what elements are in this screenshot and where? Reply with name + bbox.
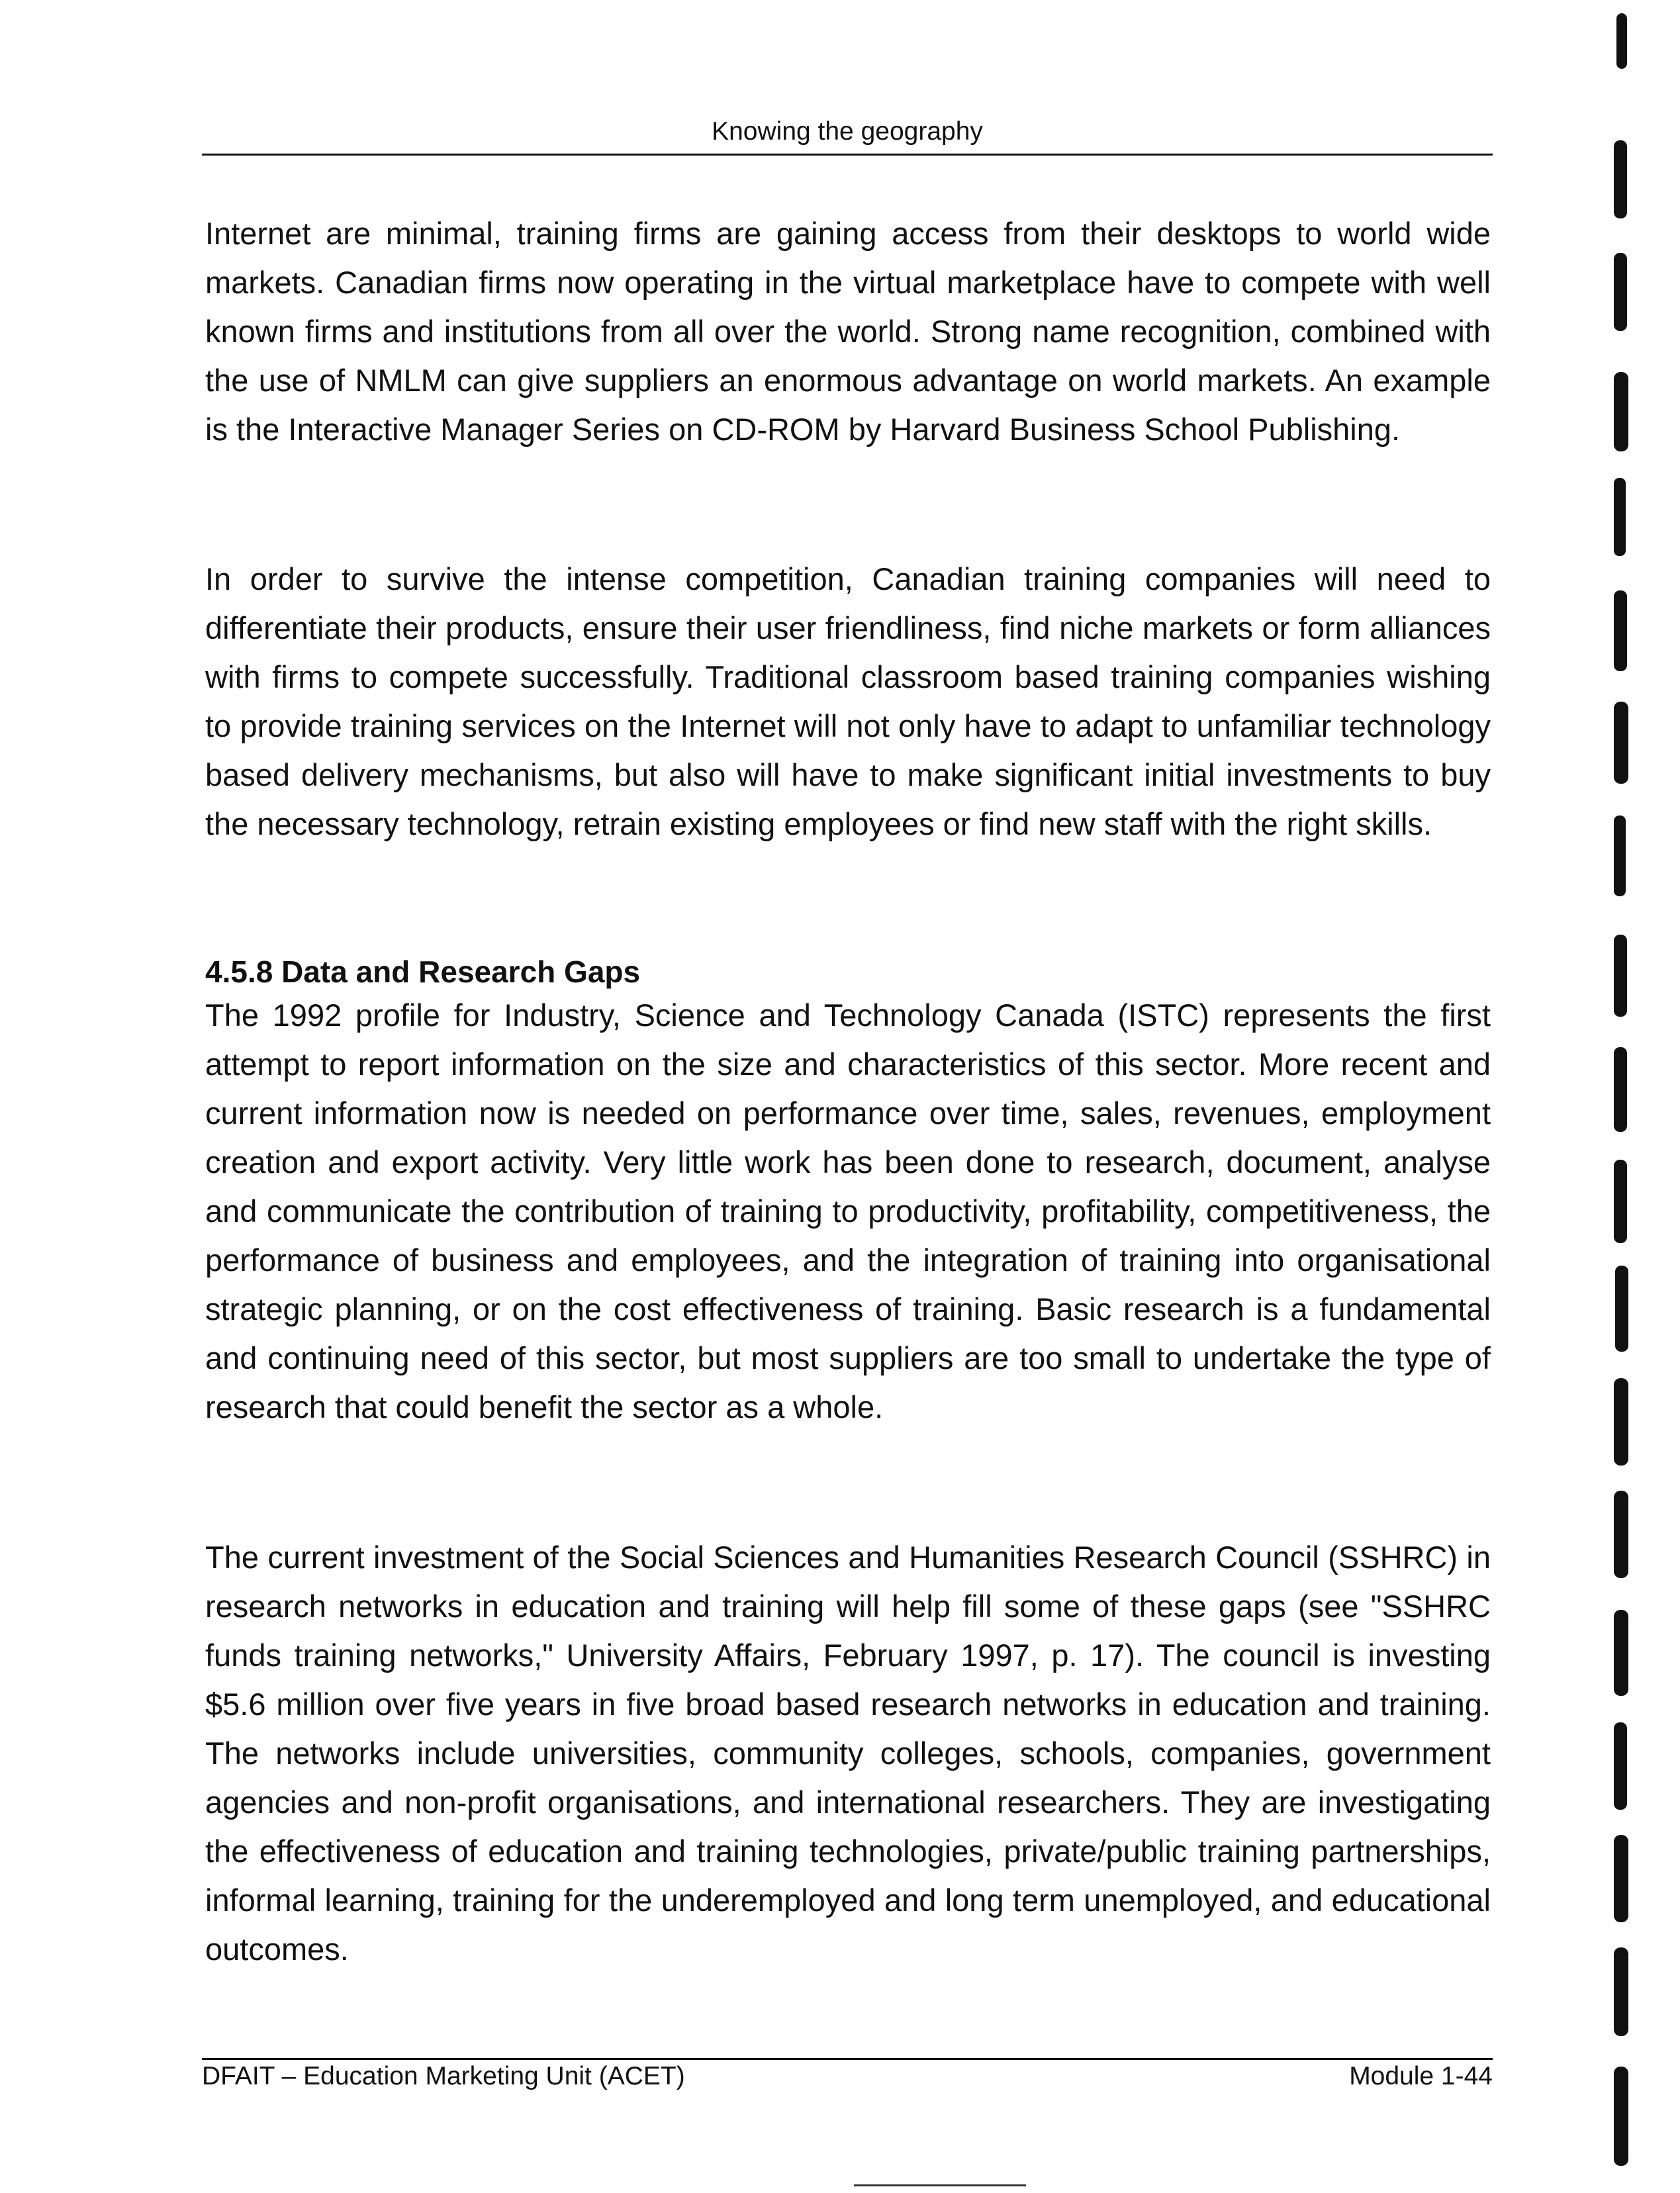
binding-mark: [1614, 253, 1627, 331]
page-footer: [202, 2061, 1493, 2092]
binding-holes-decoration: [1607, 13, 1660, 2193]
binding-mark: [1614, 2067, 1628, 2166]
binding-mark: [1614, 1160, 1627, 1243]
binding-mark: [1614, 1722, 1627, 1810]
binding-mark: [1614, 935, 1627, 1017]
binding-mark: [1614, 1047, 1627, 1132]
binding-mark: [1614, 372, 1628, 451]
binding-mark: [1614, 1835, 1628, 1922]
section-heading: 4.5.8 Data and Research Gaps: [205, 955, 641, 989]
binding-mark: [1616, 13, 1627, 69]
paragraph-competition: In order to survive the intense competition, Canadian training companies will need to differentiate their products, ensure their user friendliness, find niche markets or form alliances with firms to compete successfully. Traditional classroom based training companies wishing to provide training services on the Internet will not only have to adapt to unfamiliar technology based delivery mechanisms, but also will have to make significant initial investments to buy the necessary technology, retrain existing employees or find new staff with the right skills.: [205, 561, 1491, 841]
binding-mark: [1614, 1378, 1628, 1466]
paragraph-internet-markets: Internet are minimal, training firms are gaining access from their desktops to world wide markets. Canadian firms now operating in the virtual marketplace have to compete with well known firms and institutions from all over the world. Strong name recognition, combined with the use of NMLM can give suppliers an enormous advantage on world markets. An example is the Interactive Manager Series on CD-ROM by Harvard Business School Publishing.: [205, 216, 1491, 447]
page-header: Knowing the geography: [712, 117, 983, 146]
binding-mark: [1614, 478, 1626, 556]
binding-mark: [1615, 1266, 1628, 1352]
paragraph-sshrc-investment: The current investment of the Social Sciences and Humanities Research Council (SSHRC) in research networks in education and training will help fill some of these gaps (see "SSHRC funds training networks," University Affairs, February 1997, p. 17). The council is investing $5.6 million over five years in five broad based research networks in education and training. The networks include universities, community colleges, schools, companies, government agencies and non-profit organisations, and international researchers. They are investigating the effectiveness of education and training technologies, private/public training partnerships, informal learning, training for the underemployed and long term unemployed, and educational outcomes.: [205, 1540, 1491, 1967]
bottom-edge-line: [854, 2184, 1026, 2186]
footer-right: Module 1-44: [1349, 2062, 1493, 2090]
binding-mark: [1614, 702, 1628, 784]
paragraph-research-gaps: The 1992 profile for Industry, Science and Technology Canada (ISTC) represents the first attempt to report information on the size and characteristics of this sector. More recent and current information now is needed on performance over time, sales, revenues, employment creation and export activity. Very little work has been done to research, document, analyse and communicate the contribution of training to productivity, profitability, competitiveness, the performance of business and employees, and the integration of training into organisational strategic planning, or on the cost effectiveness of training. Basic research is a fundamental and continuing need of this sector, but most suppliers are too small to undertake the type of research that could benefit the sector as a whole.: [205, 998, 1491, 1424]
binding-mark: [1614, 816, 1626, 896]
binding-mark: [1614, 1491, 1628, 1578]
binding-mark: [1614, 1610, 1628, 1696]
binding-mark: [1614, 590, 1627, 671]
binding-mark: [1614, 140, 1627, 218]
binding-mark: [1614, 1947, 1628, 2036]
header-rule: [202, 154, 1493, 156]
footer-rule: [202, 2058, 1493, 2060]
footer-left: DFAIT – Education Marketing Unit (ACET): [202, 2062, 685, 2090]
